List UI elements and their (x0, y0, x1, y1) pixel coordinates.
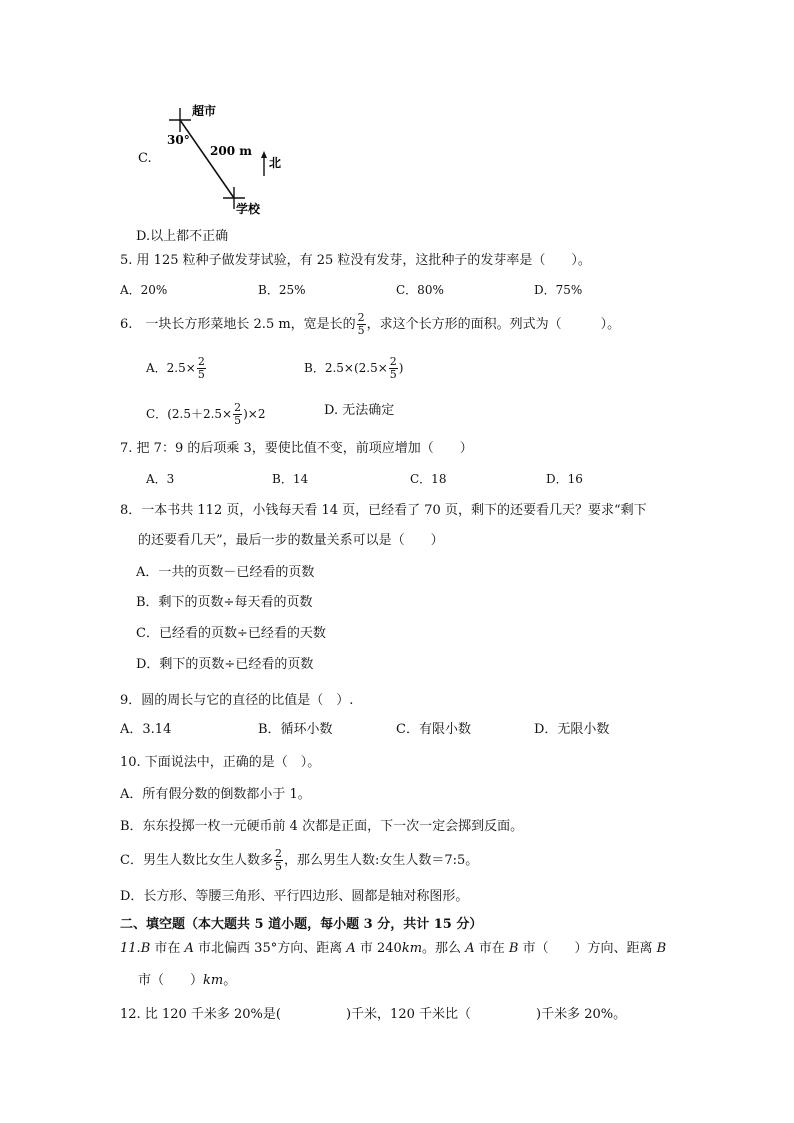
q6-option-c: C．(2.5＋2.5× $\frac{2}{5}$ )×2 (146, 401, 266, 427)
q5-stem: 5. 用 125 粒种子做发芽试验，有 25 粒没有发芽，这批种子的发芽率是（ ）。 (120, 253, 591, 268)
route-line (180, 120, 234, 198)
north-arrow-head-icon (261, 151, 267, 158)
q7-option-d: D．16 (546, 472, 583, 486)
q11-line2: 市（ ）km。 (138, 973, 237, 988)
q7-stem: 7. 把 7：9 的后项乘 3，要使比值不变，前项应增加（ ） (120, 441, 473, 456)
q9-option-b: B．循环小数 (258, 722, 333, 737)
q10-option-a: A．所有假分数的倒数都小于 1。 (120, 787, 311, 802)
q9-stem: 9．圆的周长与它的直径的比值是（ ）. (120, 693, 354, 708)
q6-stem-pre: 6. 一块长方形菜地长 2.5 m，宽是长的 (120, 317, 356, 332)
q8-option-b: B．剩下的页数÷每天看的页数 (136, 595, 313, 610)
q7-option-a: A．3 (146, 472, 175, 486)
q6-stem (120, 312, 620, 337)
q10-option-c: C．男生人数比女生人数多 $\frac{2}{5}$ ，那么男生人数:女生人数＝7:5。 (120, 847, 479, 873)
q12-stem: 12. 比 120 千米多 20%是( )千米，120 千米比（ )千米多 20%。 (120, 1007, 627, 1022)
q9-option-d: D．无限小数 (534, 722, 610, 737)
q9-option-a: A．3.14 (120, 722, 172, 737)
q11-line1: 11.B 市在 A 市北偏西 35°方向、距离 A 市 240km。那么 A 市在 B 市（ ）方向、距离 B (120, 941, 667, 956)
q5-option-a: A．20% (120, 283, 168, 297)
label-angle: 30° (167, 133, 190, 147)
q10-option-d: D．长方形、等腰三角形、平行四边形、圆都是轴对称图形。 (120, 889, 469, 904)
q7-option-c: C．18 (410, 472, 447, 486)
q6-option-a: A．2.5× $\frac{2}{5}$ (146, 355, 205, 381)
q5-option-d: D．75% (534, 283, 583, 297)
q8-stem-line1: 8．一本书共 112 页，小钱每天看 14 页，已经看了 70 页，剩下的还要看几天？要求“剩下 (120, 503, 647, 518)
q10-option-b: B．东东投掷一枚一元硬币前 4 次都是正面，下一次一定会掷到反面。 (120, 819, 524, 834)
q6-stem-post: ，求这个长方形的面积。列式为（ ）。 (366, 317, 621, 332)
q8-stem-line2: 的还要看几天”，最后一步的数量关系可以是（ ） (138, 533, 444, 548)
q4-direction-diagram (160, 98, 290, 220)
q7-option-b: B．14 (272, 472, 309, 486)
section2-heading: 二、填空题（本大题共 5 道小题，每小题 3 分，共计 15 分） (120, 917, 483, 932)
label-distance: 200 m (210, 144, 252, 158)
q8-option-c: C．已经看的页数÷已经看的天数 (136, 626, 326, 641)
q6-option-d: D. 无法确定 (324, 403, 395, 418)
label-school: 学校 (236, 202, 261, 216)
label-north: 北 (269, 156, 282, 170)
q8-option-d: D．剩下的页数÷已经看的页数 (136, 657, 314, 672)
q8-option-a: A．一共的页数－已经看的页数 (136, 565, 315, 580)
label-supermarket: 超市 (192, 104, 217, 118)
q4-option-d: D.以上都不正确 (136, 229, 229, 244)
q4-option-c-label: C. (138, 151, 152, 166)
q10-stem: 10. 下面说法中，正确的是（ ）。 (120, 755, 321, 770)
q5-option-b: B．25% (258, 283, 306, 297)
q6-option-b: B．2.5×(2.5× $\frac{2}{5}$ ) (304, 355, 404, 381)
q9-option-c: C．有限小数 (396, 722, 471, 737)
fraction-two-fifths: $\frac{2}{5}$ (357, 311, 365, 337)
q5-option-c: C．80% (396, 283, 444, 297)
